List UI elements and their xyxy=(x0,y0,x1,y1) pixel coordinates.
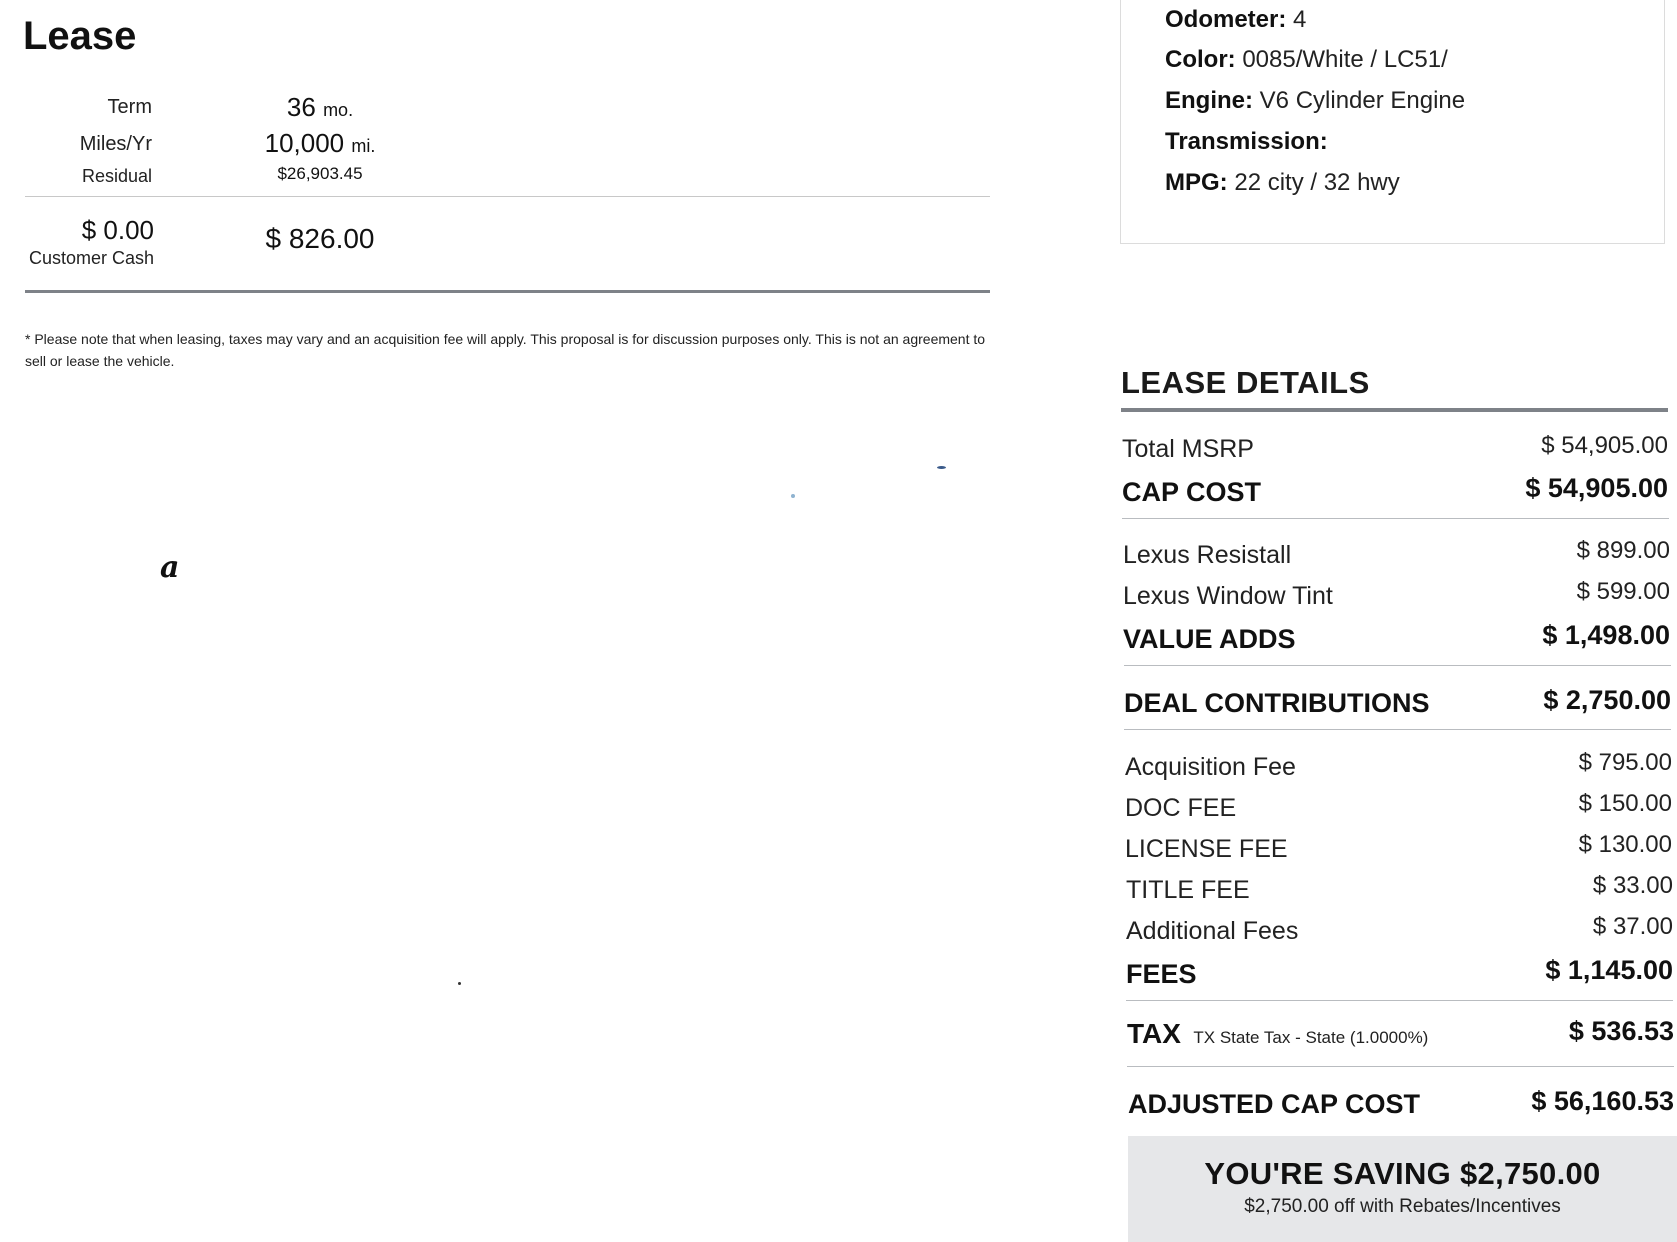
fee-item: TITLE FEE xyxy=(1126,876,1250,904)
monthly-payment-value: $ 826.00 xyxy=(265,223,375,254)
lease-details-header-rule xyxy=(1121,408,1668,412)
color-value: 0085/White / LC51/ xyxy=(1242,46,1448,73)
tax-note: TX State Tax - State (1.0000%) xyxy=(1193,1028,1429,1047)
value-add-amount: $ 899.00 xyxy=(1576,537,1670,564)
odometer-value: 4 xyxy=(1293,6,1307,33)
fee-item: Acquisition Fee xyxy=(1125,753,1296,781)
odometer-label: Odometer: xyxy=(1165,6,1287,33)
residual-label: Residual xyxy=(81,166,152,186)
fee-amount: $ 130.00 xyxy=(1578,831,1672,858)
adjusted-cap-cost-label: ADJUSTED CAP COST xyxy=(1128,1089,1421,1119)
summary-divider xyxy=(25,196,990,197)
value-adds-value: $ 1,498.00 xyxy=(1542,620,1670,650)
vehicle-info-box xyxy=(1120,0,1665,244)
tax-label: TAX xyxy=(1127,1018,1181,1049)
miles-number: 10,000 xyxy=(264,128,345,158)
tax-value: $ 536.53 xyxy=(1568,1016,1674,1046)
lease-disclaimer: * Please note that when leasing, taxes may vary and an acquisition fee will apply. This proposal is for discussion purposes only. This is not an agreement to sell or lease the vehicle. xyxy=(25,331,986,369)
engine-label: Engine: xyxy=(1165,87,1253,114)
divider xyxy=(1127,1066,1674,1067)
term-unit: mo. xyxy=(323,100,354,120)
divider xyxy=(1124,729,1671,730)
savings-subtext: $2,750.00 off with Rebates/Incentives xyxy=(1244,1196,1561,1217)
color-row xyxy=(1165,46,1448,74)
cap-cost-label: CAP COST xyxy=(1122,477,1262,507)
miles-value xyxy=(230,128,410,159)
engine-row xyxy=(1165,87,1465,115)
fee-amount: $ 33.00 xyxy=(1592,872,1673,899)
transmission-label: Transmission: xyxy=(1165,128,1328,155)
mpg-row xyxy=(1165,169,1400,197)
term-value xyxy=(230,92,410,123)
color-label: Color: xyxy=(1165,46,1236,73)
miles-label: Miles/Yr xyxy=(79,133,152,155)
total-msrp-label: Total MSRP xyxy=(1122,435,1254,463)
mpg-label: MPG: xyxy=(1165,169,1228,196)
lease-details-title: LEASE DETAILS xyxy=(1121,365,1370,400)
scan-speck xyxy=(791,494,795,498)
deal-contributions-value: $ 2,750.00 xyxy=(1543,685,1671,715)
fee-amount: $ 37.00 xyxy=(1592,913,1673,940)
fee-amount: $ 795.00 xyxy=(1578,749,1672,776)
divider xyxy=(1122,518,1669,519)
savings-banner xyxy=(1128,1136,1677,1242)
total-msrp-value: $ 54,905.00 xyxy=(1541,432,1668,459)
scan-speck xyxy=(458,982,461,985)
adjusted-cap-cost-value: $ 56,160.53 xyxy=(1531,1086,1674,1116)
value-add-item: Lexus Resistall xyxy=(1123,541,1292,569)
divider xyxy=(1126,1000,1673,1001)
divider xyxy=(1124,665,1671,666)
scan-speck xyxy=(937,466,946,469)
tax-row xyxy=(1127,1018,1428,1050)
value-add-item: Lexus Window Tint xyxy=(1123,582,1333,610)
term-number: 36 xyxy=(286,92,316,122)
customer-cash-value: $ 0.00 xyxy=(81,215,154,245)
lease-title: Lease xyxy=(23,14,137,58)
fee-item: DOC FEE xyxy=(1125,794,1237,822)
engine-value: V6 Cylinder Engine xyxy=(1259,87,1466,114)
fee-item: LICENSE FEE xyxy=(1125,835,1288,863)
transmission-row xyxy=(1165,128,1328,156)
summary-bottom-rule xyxy=(25,290,990,293)
value-adds-label: VALUE ADDS xyxy=(1123,624,1296,654)
handwritten-mark: a xyxy=(160,550,180,585)
fee-amount: $ 150.00 xyxy=(1578,790,1672,817)
residual-value: $26,903.45 xyxy=(277,164,363,183)
value-add-amount: $ 599.00 xyxy=(1576,578,1670,605)
fees-label: FEES xyxy=(1126,959,1197,989)
odometer-row xyxy=(1165,6,1306,34)
customer-cash-label: Customer Cash xyxy=(28,248,154,268)
savings-headline: YOU'RE SAVING $2,750.00 xyxy=(1204,1156,1601,1191)
fees-value: $ 1,145.00 xyxy=(1545,955,1673,985)
term-label: Term xyxy=(107,96,152,118)
cap-cost-value: $ 54,905.00 xyxy=(1525,473,1668,503)
deal-contributions-label: DEAL CONTRIBUTIONS xyxy=(1124,688,1430,718)
mpg-value: 22 city / 32 hwy xyxy=(1234,169,1400,196)
fee-item: Additional Fees xyxy=(1126,917,1299,945)
miles-unit: mi. xyxy=(351,136,376,156)
